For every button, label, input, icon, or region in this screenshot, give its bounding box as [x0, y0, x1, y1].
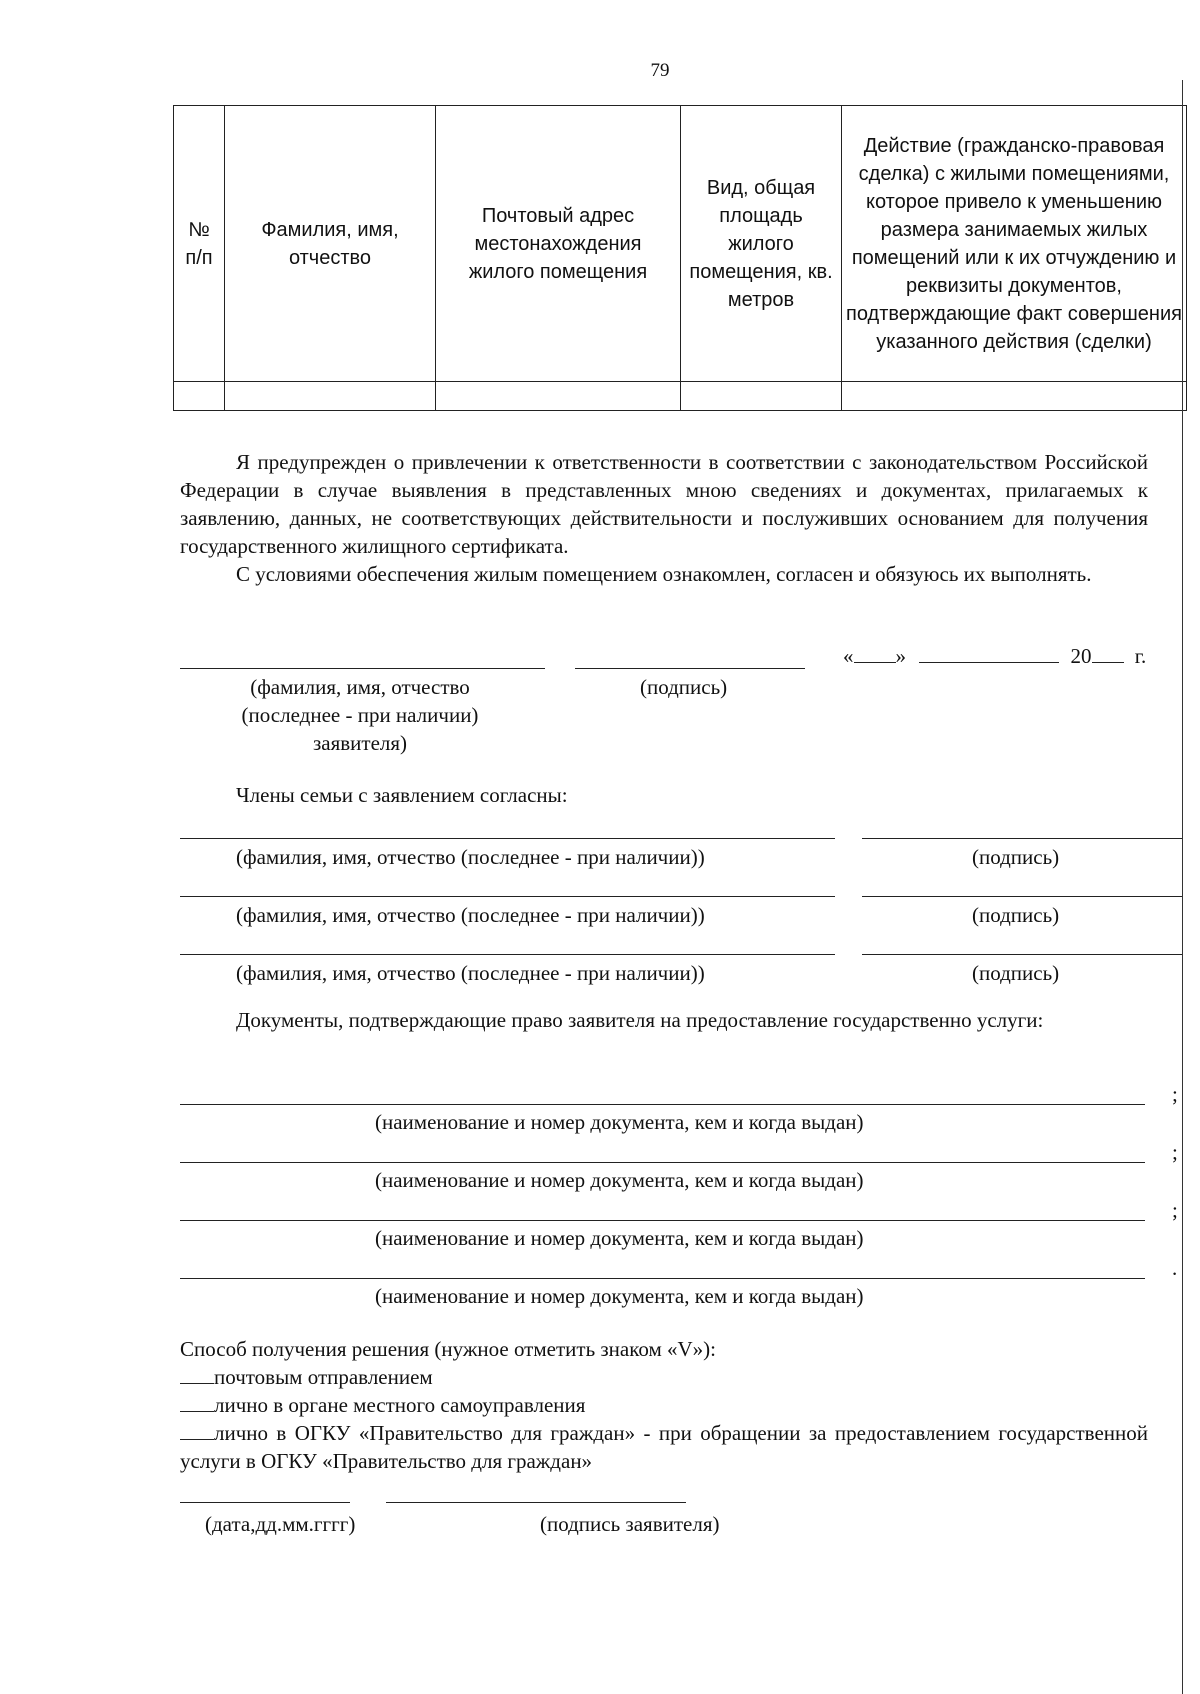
footer-date-caption: (дата,дд.мм.гггг): [205, 1512, 356, 1536]
checkbox-mail[interactable]: [180, 1365, 214, 1384]
documents-heading: Документы, подтверждающие право заявителя на предоставление государственно услуги:: [236, 1008, 1044, 1032]
applicant-name-caption: (фамилия, имя, отчество (последнее - при наличии) заявителя): [241, 675, 479, 755]
family-signature-line-3[interactable]: [862, 954, 1182, 955]
delivery-option-mail: [180, 1363, 433, 1391]
warning-text: [180, 448, 1148, 588]
family-signature-caption-2: (подпись): [972, 903, 1060, 927]
applicant-signature-line[interactable]: [575, 668, 805, 669]
table-header-row: [174, 106, 1187, 382]
document-caption-4: (наименование и номер документа, кем и когда выдан): [375, 1284, 864, 1308]
family-name-caption-1: (фамилия, имя, отчество (последнее - при наличии)): [236, 845, 705, 869]
document-line-2[interactable]: [180, 1162, 1145, 1163]
delivery-option-mail-label: почтовым отправлением: [214, 1365, 433, 1389]
housing-table: [173, 105, 1187, 411]
document-caption-1: (наименование и номер документа, кем и когда выдан): [375, 1110, 864, 1134]
warning-paragraph-1: Я предупрежден о привлечении к ответственности в соответствии с законодательством Российской Федерации в случае выявления в представленных мною сведениях и документах, прилагаемых к заявлению, данных, не соответствующих действительности и послуживших основанием для получения государственного жилищного сертификата.: [180, 450, 1148, 558]
document-caption-2: (наименование и номер документа, кем и когда выдан): [375, 1168, 864, 1192]
family-signature-caption-1: (подпись): [972, 845, 1060, 869]
applicant-signature-caption: (подпись): [640, 675, 728, 699]
col-number: № п/п: [174, 106, 225, 382]
checkbox-local[interactable]: [180, 1393, 214, 1412]
date-day-blank[interactable]: [854, 642, 896, 663]
col-address: Почтовый адрес местонахождения жилого помещения: [436, 106, 681, 382]
date-year-blank[interactable]: [1092, 642, 1124, 663]
footer-signature-caption: (подпись заявителя): [540, 1512, 720, 1536]
delivery-option-local-label: лично в органе местного самоуправления: [214, 1393, 586, 1417]
date-close-quote: »: [895, 644, 906, 668]
family-signature-line-1[interactable]: [862, 838, 1182, 839]
family-signature-line-2[interactable]: [862, 896, 1182, 897]
date-open-quote: «: [843, 644, 854, 668]
family-name-line-2[interactable]: [180, 896, 835, 897]
applicant-name-line[interactable]: [180, 668, 545, 669]
page-number: 79: [650, 60, 670, 81]
document-suffix-4: .: [1172, 1256, 1178, 1280]
footer-signature-line[interactable]: [386, 1502, 686, 1503]
document-suffix-2: ;: [1172, 1140, 1178, 1164]
table-cell[interactable]: [225, 382, 436, 411]
col-area: Вид, общая площадь жилого помещения, кв. метров: [681, 106, 842, 382]
document-caption-3: (наименование и номер документа, кем и когда выдан): [375, 1226, 864, 1250]
document-line-1[interactable]: [180, 1104, 1145, 1105]
family-name-caption-2: (фамилия, имя, отчество (последнее - при наличии)): [236, 903, 705, 927]
col-transaction: Действие (гражданско-правовая сделка) с жилыми помещениями, которое привело к уменьшению размера занимаемых жилых помещений или к их отчуждению и реквизиты документов, подтверждающие факт совершения указанного действия (сделки): [842, 106, 1187, 382]
checkbox-ogku[interactable]: [180, 1421, 214, 1440]
document-suffix-1: ;: [1172, 1082, 1178, 1106]
col-full-name: Фамилия, имя, отчество: [225, 106, 436, 382]
delivery-option-ogku-label: лично в ОГКУ «Правительство для граждан» - при обращении за предоставлением государственной услуги в ОГКУ «Правительство для граждан»: [180, 1421, 1148, 1473]
footer-date-line[interactable]: [180, 1502, 350, 1503]
delivery-heading: Способ получения решения (нужное отметить знаком «V»):: [180, 1337, 717, 1361]
date-year-suffix: г.: [1134, 644, 1147, 668]
table-row: [174, 382, 1187, 411]
family-signature-caption-3: (подпись): [972, 961, 1060, 985]
family-name-line-3[interactable]: [180, 954, 835, 955]
date-month-blank[interactable]: [919, 642, 1059, 663]
scan-border-line: [1182, 80, 1183, 1694]
family-heading: Члены семьи с заявлением согласны:: [236, 783, 568, 807]
document-suffix-3: ;: [1172, 1198, 1178, 1222]
delivery-option-local: [180, 1391, 585, 1419]
warning-paragraph-2: С условиями обеспечения жилым помещением ознакомлен, согласен и обязуюсь их выполнять.: [236, 562, 1092, 586]
table-cell[interactable]: [681, 382, 842, 411]
date-year-prefix: 20: [1070, 644, 1092, 668]
document-line-4[interactable]: [180, 1278, 1145, 1279]
applicant-date: [843, 642, 1146, 670]
delivery-option-ogku: [180, 1419, 1148, 1475]
family-name-line-1[interactable]: [180, 838, 835, 839]
table-cell[interactable]: [436, 382, 681, 411]
document-line-3[interactable]: [180, 1220, 1145, 1221]
family-name-caption-3: (фамилия, имя, отчество (последнее - при наличии)): [236, 961, 705, 985]
table-cell[interactable]: [842, 382, 1187, 411]
table-cell[interactable]: [174, 382, 225, 411]
